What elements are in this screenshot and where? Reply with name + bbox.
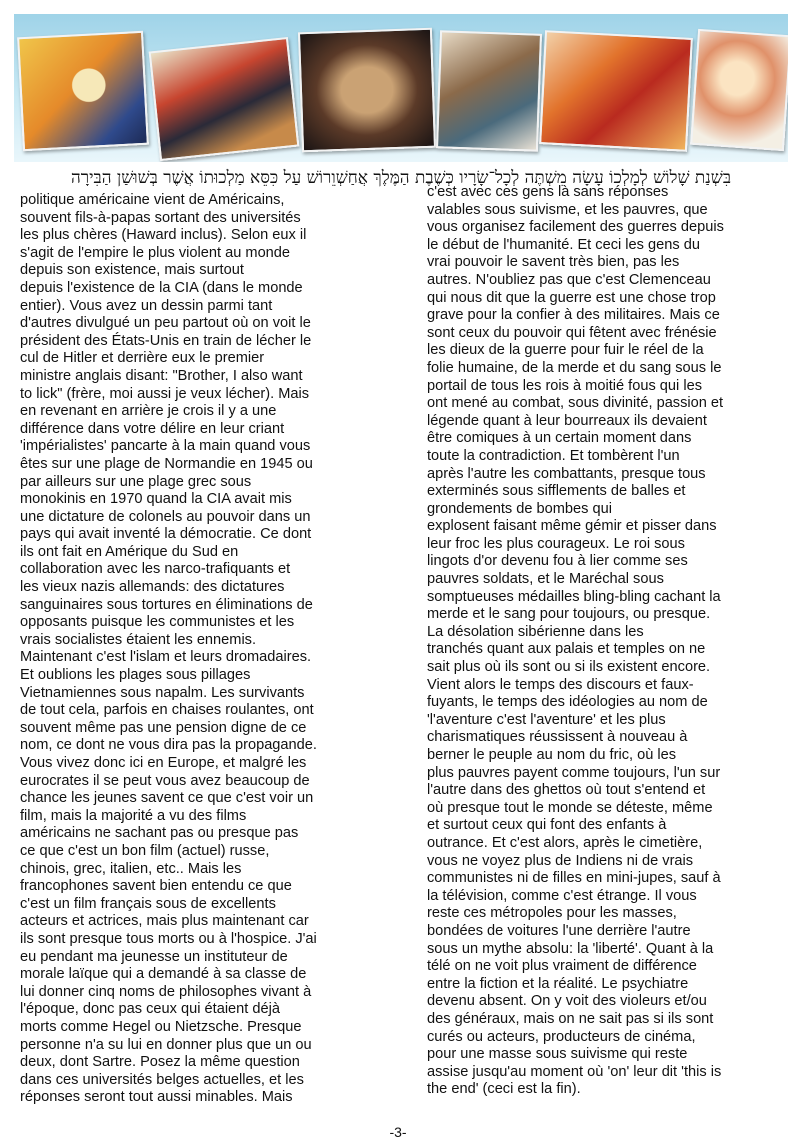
abstract-portrait-painting: [690, 29, 788, 151]
right-text-column: c'est avec ces gens là sans réponses valables sous suivisme, et les pauvres, que vous organisez facilement des guerres depuis le début de l'humanité. Et ceci les gens du vrai pouvoir le savent très bien, pas les autres. N'oubliez pas que c'est Clemenceau qui nous dit que la guerre est une chose trop grave pour la confier à des militaires. Mais ce sont ceux du pouvoir qui fêtent avec frénésie les dieux de la guerre pour fuir le réel de la folie humaine, de la merde et du sang sous le portail de tous les rois à moitié fous qui les ont mené au combat, sous divinité, passion et légende quant à leur bourreaux ils devaient être comiques à un certain moment dans toute la contradiction. Et tombèrent l'un après l'autre les combattants, presque tous exterminés sous sifflements de balles et grondements de bombes qui explosent faisant même gémir et pisser dans leur froc les plus courageux. Le roi sous lingots d'or devenu fou à lier comme ses pauvres soldats, et le Maréchal sous somptueuses médailles bling-bling cachant la merde et le sang pour toujours, ou presque. La désolation sibérienne dans les tranchés quant aux palais et temples on ne sait plus où ils sont ou si ils existent encore. Vient alors le temps des discours et faux- fuyants, le temps des idéologies au nom de 'l'aventure c'est l'aventure' et les plus charismatiques réussissent à nouveau à berner le peuple au nom du fric, où les plus pauvres payent comme toujours, l'un sur l'autre dans des ghettos où tout s'entend et où presque tout le monde se déteste, même et surtout ceux qui font des enfants à outrance. Et c'est alors, après le cimetière, vous ne voyez plus de Indiens ni de vrais communistes ni de filles en mini-jupes, sauf à la télévision, comme c'est étrange. Il vous reste ces métropoles pour les masses, bondées de voitures l'une derrière l'autre sous un mythe absolu: la 'liberté'. Quant à la télé on ne voit plus vraiment de différence entre la fiction et la réalité. Le psychiatre devenu absent. On y voit des violeurs et/ou des généraux, mais on ne sait pas si ils sont curés ou acteurs, producteurs de cinéma, pour une masse sous suivisme qui reste assise jusqu'au moment où 'on' leur dit 'this is the end' (ceci est la fin).: [427, 184, 724, 1098]
abstract-portrait-painting: [539, 30, 693, 152]
hebrew-verse-line: בִּשְׁנַת שָׁלוֹשׁ לְמָלְכוֹ עָשָׂה מִשְׁתֶּה לְכָל־שָׂרָיו כְּשֶׁבֶת הַמֶּלֶךְ אֲחַשְׁוֵרוֹשׁ עַל כִּסֵּא מַלְכוּתוֹ אֲשֶׁר בְּשׁוּשַׁן הַבִּירָה: [70, 168, 732, 188]
header-painting-banner: [14, 14, 788, 162]
left-text-column: politique américaine vient de Américains, souvent fils-à-papas sortant des universités les plus chères (Haward inclus). Selon eux il s'agit de l'empire le plus violent au monde depuis son existence, mais surtout depuis l'existence de la CIA (dans le monde entier). Vous avez un dessin parmi tant d'autres divulgué un peu partout où on voit le président des États-Unis en train de lécher le cul de Hitler et derrière eux le premier ministre anglais disant: "Brother, I also want to lick" (frère, moi aussi je veux lécher). Mais en revenant en arrière je crois il y a une différence dans votre délire en leur criant 'impérialistes' pancarte à la main quand vous êtes sur une plage de Normandie en 1945 ou par ailleurs sur une plage grec sous monokinis en 1970 quand la CIA avait mis une dictature de colonels au pouvoir dans un pays qui avait inventé la démocratie. Ce dont ils ont fait en Amérique du Sud en collaboration avec les narco-trafiquants et les vieux nazis allemands: des dictatures sanguinaires sous tortures en éliminations de opposants puisque les communistes et les vrais socialistes étaient les ennemis. Maintenant c'est l'islam et leurs dromadaires. Et oublions les plages sous pillages Vietnamiennes sous napalm. Les survivants de tout cela, parfois en chaises roulantes, ont souvent même pas une pension digne de ce nom, ce dont ne vous dira pas la propagande. Vous vivez donc ici en Europe, et malgré les eurocrates il se peut vous avez beaucoup de chance les jeunes savent ce que c'est voir un film, mais la majorité a vu des films américains ne sachant pas ou presque pas ce que c'est un bon film (actuel) russe, chinois, grec, italien, etc.. Mais les francophones savent bien entendu ce que c'est un film français sous de excellents acteurs et actrices, mais plus maintenant car ils sont presque tous morts ou à l'hospice. J'ai eu pendant ma jeunesse un instituteur de morale laïque qui a demandé à sa classe de lui donner cinq noms de philosophes vivant à l'époque, donc pas ceux qui étaient déjà morts comme Hegel ou Nietzsche. Presque personne n'a su lui en donner plus que un ou deux, dont Sartre. Posez la même question dans ces universités belges actuelles, et les réponses seront tout aussi minables. Mais: [20, 192, 317, 1106]
abstract-portrait-painting: [436, 30, 542, 151]
page-number: -3-: [389, 1124, 407, 1140]
abstract-portrait-painting: [17, 31, 149, 151]
abstract-portrait-painting: [149, 37, 300, 161]
abstract-portrait-painting: [298, 28, 436, 153]
